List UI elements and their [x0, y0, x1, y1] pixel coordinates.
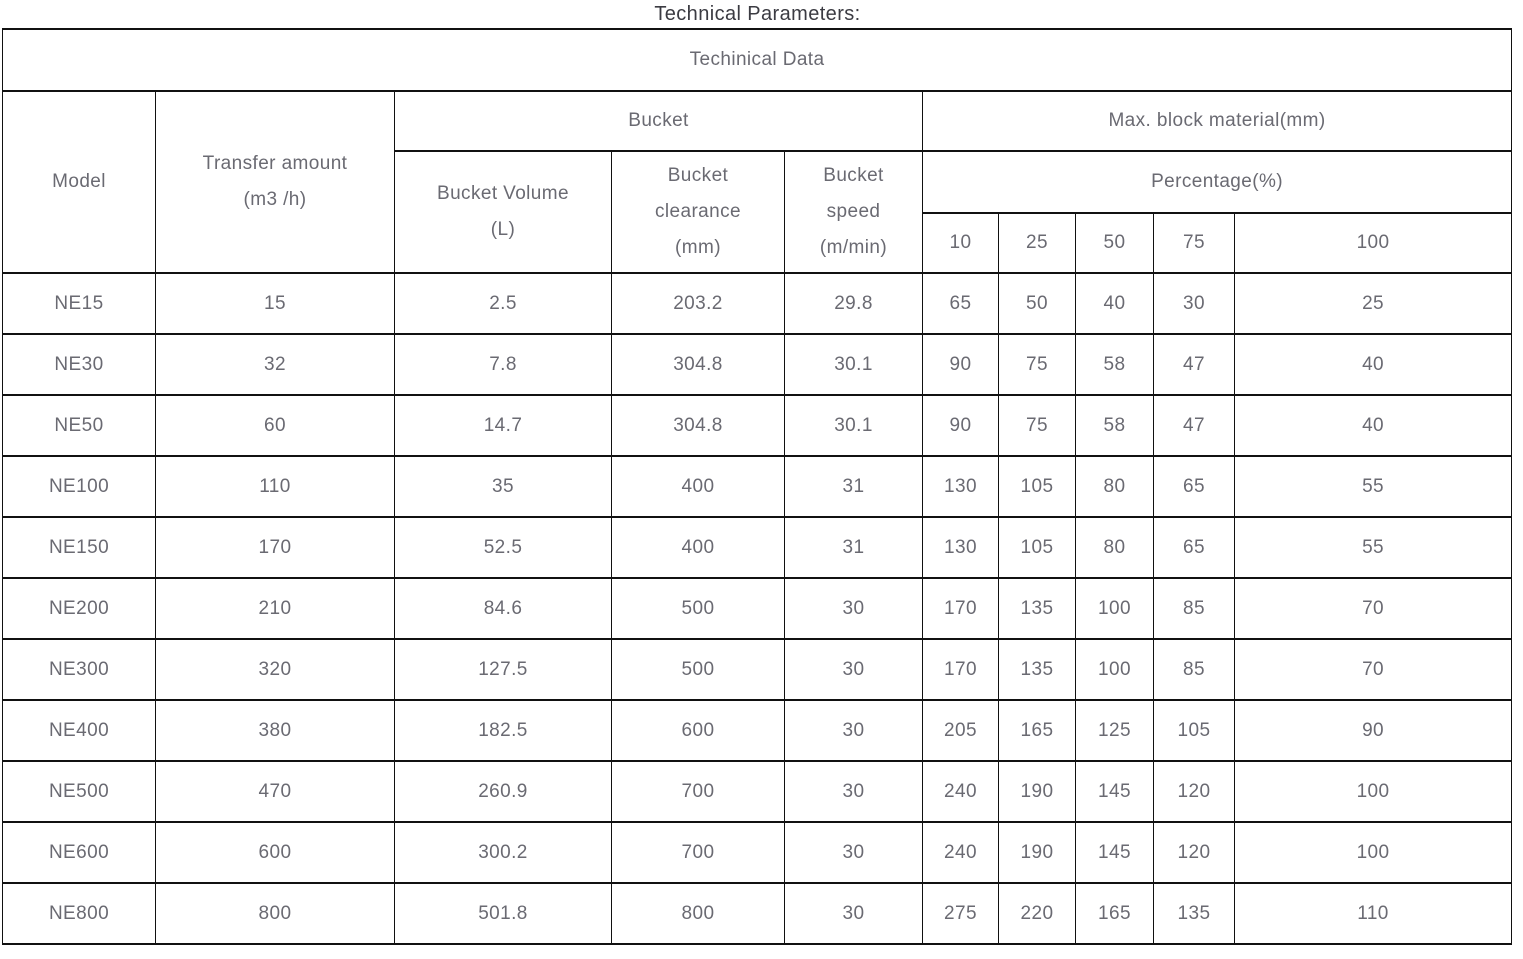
- percent-100-cell: 55: [1235, 456, 1512, 517]
- percent-100-cell: 70: [1235, 639, 1512, 700]
- header-bucket-volume-line2: (L): [490, 219, 516, 240]
- transfer-amount-cell: 800: [156, 883, 395, 944]
- bucket-speed-cell: 31: [785, 456, 923, 517]
- percent-10-cell: 275: [923, 883, 999, 944]
- header-bucket-group: Bucket: [395, 91, 923, 151]
- bucket-volume-cell: 501.8: [395, 883, 612, 944]
- caption-row: [3, 29, 1512, 91]
- technical-data-table: [2, 28, 1512, 945]
- transfer-amount-cell: 60: [156, 395, 395, 456]
- bucket-clearance-cell: 500: [612, 578, 785, 639]
- percent-25-cell: 190: [999, 761, 1076, 822]
- percent-25-cell: 165: [999, 700, 1076, 761]
- model-cell: NE150: [3, 517, 156, 578]
- bucket-volume-cell: 52.5: [395, 517, 612, 578]
- percent-10-cell: 205: [923, 700, 999, 761]
- percent-50-cell: 58: [1076, 395, 1154, 456]
- bucket-volume-cell: 35: [395, 456, 612, 517]
- percent-50-cell: 80: [1076, 517, 1154, 578]
- bucket-clearance-cell: 304.8: [612, 334, 785, 395]
- table-row: [3, 273, 1512, 334]
- transfer-amount-cell: 110: [156, 456, 395, 517]
- model-cell: NE500: [3, 761, 156, 822]
- bucket-clearance-cell: 400: [612, 456, 785, 517]
- percent-100-cell: 70: [1235, 578, 1512, 639]
- model-cell: NE300: [3, 639, 156, 700]
- percent-25-cell: 220: [999, 883, 1076, 944]
- percent-75-cell: 47: [1154, 334, 1235, 395]
- percent-100-cell: 90: [1235, 700, 1512, 761]
- bucket-speed-cell: 30: [785, 761, 923, 822]
- bucket-speed-cell: 30: [785, 822, 923, 883]
- bucket-speed-cell: 30.1: [785, 334, 923, 395]
- percent-100-cell: 100: [1235, 761, 1512, 822]
- percent-75-cell: 120: [1154, 761, 1235, 822]
- table-row: [3, 761, 1512, 822]
- table-row: [3, 883, 1512, 944]
- header-bucket-speed-line1: Bucket: [823, 164, 884, 186]
- header-bucket-speed-line3: (m/min): [819, 237, 888, 259]
- percent-75-cell: 65: [1154, 517, 1235, 578]
- bucket-speed-cell: 30: [785, 883, 923, 944]
- header-percent-100: 100: [1235, 213, 1512, 273]
- percent-50-cell: 80: [1076, 456, 1154, 517]
- percent-75-cell: 85: [1154, 578, 1235, 639]
- percent-10-cell: 90: [923, 334, 999, 395]
- header-bucket-clearance-line3: (mm): [675, 237, 721, 259]
- bucket-clearance-cell: 500: [612, 639, 785, 700]
- bucket-volume-cell: 182.5: [395, 700, 612, 761]
- percent-75-cell: 135: [1154, 883, 1235, 944]
- percent-25-cell: 105: [999, 517, 1076, 578]
- table-header: [3, 29, 1512, 273]
- header-transfer-amount-line1: Transfer amount: [202, 152, 348, 174]
- table-row: [3, 456, 1512, 517]
- bucket-clearance-cell: 400: [612, 517, 785, 578]
- model-cell: NE15: [3, 273, 156, 334]
- table-row: [3, 578, 1512, 639]
- percent-75-cell: 30: [1154, 273, 1235, 334]
- bucket-volume-cell: 14.7: [395, 395, 612, 456]
- percent-75-cell: 105: [1154, 700, 1235, 761]
- header-percent-25: 25: [999, 213, 1076, 273]
- model-cell: NE30: [3, 334, 156, 395]
- transfer-amount-cell: 210: [156, 578, 395, 639]
- bucket-volume-cell: 84.6: [395, 578, 612, 639]
- transfer-amount-cell: 380: [156, 700, 395, 761]
- percent-10-cell: 170: [923, 639, 999, 700]
- table-row: [3, 700, 1512, 761]
- percent-10-cell: 90: [923, 395, 999, 456]
- header-max-block-material: Max. block material(mm): [923, 91, 1512, 151]
- percent-100-cell: 100: [1235, 822, 1512, 883]
- bucket-clearance-cell: 203.2: [612, 273, 785, 334]
- percent-25-cell: 50: [999, 273, 1076, 334]
- percent-50-cell: 165: [1076, 883, 1154, 944]
- model-cell: NE400: [3, 700, 156, 761]
- percent-50-cell: 100: [1076, 639, 1154, 700]
- bucket-clearance-cell: 304.8: [612, 395, 785, 456]
- percent-75-cell: 85: [1154, 639, 1235, 700]
- percent-25-cell: 190: [999, 822, 1076, 883]
- header-percent-50: 50: [1076, 213, 1154, 273]
- model-cell: NE50: [3, 395, 156, 456]
- percent-25-cell: 75: [999, 395, 1076, 456]
- percent-100-cell: 25: [1235, 273, 1512, 334]
- bucket-clearance-cell: 700: [612, 822, 785, 883]
- percent-50-cell: 145: [1076, 761, 1154, 822]
- percent-100-cell: 40: [1235, 395, 1512, 456]
- bucket-volume-cell: 300.2: [395, 822, 612, 883]
- bucket-speed-cell: 30: [785, 578, 923, 639]
- header-bucket-speed: [785, 151, 923, 273]
- bucket-volume-cell: 260.9: [395, 761, 612, 822]
- bucket-clearance-cell: 700: [612, 761, 785, 822]
- table-row: [3, 822, 1512, 883]
- model-cell: NE200: [3, 578, 156, 639]
- header-percent-75: 75: [1154, 213, 1235, 273]
- bucket-speed-cell: 29.8: [785, 273, 923, 334]
- percent-10-cell: 240: [923, 761, 999, 822]
- header-row-1: [3, 91, 1512, 151]
- header-percentage: Percentage(%): [923, 151, 1512, 213]
- transfer-amount-cell: 15: [156, 273, 395, 334]
- percent-25-cell: 105: [999, 456, 1076, 517]
- percent-50-cell: 100: [1076, 578, 1154, 639]
- bucket-speed-cell: 31: [785, 517, 923, 578]
- header-bucket-volume-line1: Bucket Volume: [437, 182, 569, 204]
- percent-75-cell: 65: [1154, 456, 1235, 517]
- transfer-amount-cell: 470: [156, 761, 395, 822]
- table-row: [3, 639, 1512, 700]
- percent-100-cell: 110: [1235, 883, 1512, 944]
- percent-10-cell: 65: [923, 273, 999, 334]
- model-cell: NE800: [3, 883, 156, 944]
- percent-25-cell: 135: [999, 578, 1076, 639]
- table-row: [3, 395, 1512, 456]
- header-transfer-amount-line2: (m3 /h): [243, 189, 307, 210]
- transfer-amount-cell: 170: [156, 517, 395, 578]
- table-body: [3, 273, 1512, 944]
- bucket-speed-cell: 30: [785, 700, 923, 761]
- percent-50-cell: 125: [1076, 700, 1154, 761]
- header-bucket-speed-line2: speed: [826, 200, 881, 222]
- bucket-clearance-cell: 800: [612, 883, 785, 944]
- percent-50-cell: 58: [1076, 334, 1154, 395]
- header-bucket-volume: [395, 151, 612, 273]
- percent-25-cell: 75: [999, 334, 1076, 395]
- percent-25-cell: 135: [999, 639, 1076, 700]
- model-cell: NE100: [3, 456, 156, 517]
- table-row: [3, 334, 1512, 395]
- header-percent-10: 10: [923, 213, 999, 273]
- bucket-clearance-cell: 600: [612, 700, 785, 761]
- model-cell: NE600: [3, 822, 156, 883]
- bucket-volume-cell: 127.5: [395, 639, 612, 700]
- header-bucket-clearance: [612, 151, 785, 273]
- table-caption: Techinical Data: [3, 29, 1512, 91]
- header-bucket-clearance-line1: Bucket: [667, 164, 729, 186]
- bucket-speed-cell: 30.1: [785, 395, 923, 456]
- bucket-speed-cell: 30: [785, 639, 923, 700]
- header-bucket-clearance-line2: clearance: [655, 200, 741, 222]
- percent-10-cell: 130: [923, 456, 999, 517]
- percent-75-cell: 120: [1154, 822, 1235, 883]
- transfer-amount-cell: 600: [156, 822, 395, 883]
- percent-10-cell: 240: [923, 822, 999, 883]
- percent-100-cell: 40: [1235, 334, 1512, 395]
- percent-50-cell: 40: [1076, 273, 1154, 334]
- percent-50-cell: 145: [1076, 822, 1154, 883]
- header-transfer-amount: [156, 91, 395, 273]
- bucket-volume-cell: 7.8: [395, 334, 612, 395]
- percent-10-cell: 130: [923, 517, 999, 578]
- percent-100-cell: 55: [1235, 517, 1512, 578]
- transfer-amount-cell: 32: [156, 334, 395, 395]
- percent-10-cell: 170: [923, 578, 999, 639]
- bucket-volume-cell: 2.5: [395, 273, 612, 334]
- percent-75-cell: 47: [1154, 395, 1235, 456]
- header-model: Model: [3, 91, 156, 273]
- page-title: Technical Parameters:: [654, 2, 861, 25]
- transfer-amount-cell: 320: [156, 639, 395, 700]
- table-row: [3, 517, 1512, 578]
